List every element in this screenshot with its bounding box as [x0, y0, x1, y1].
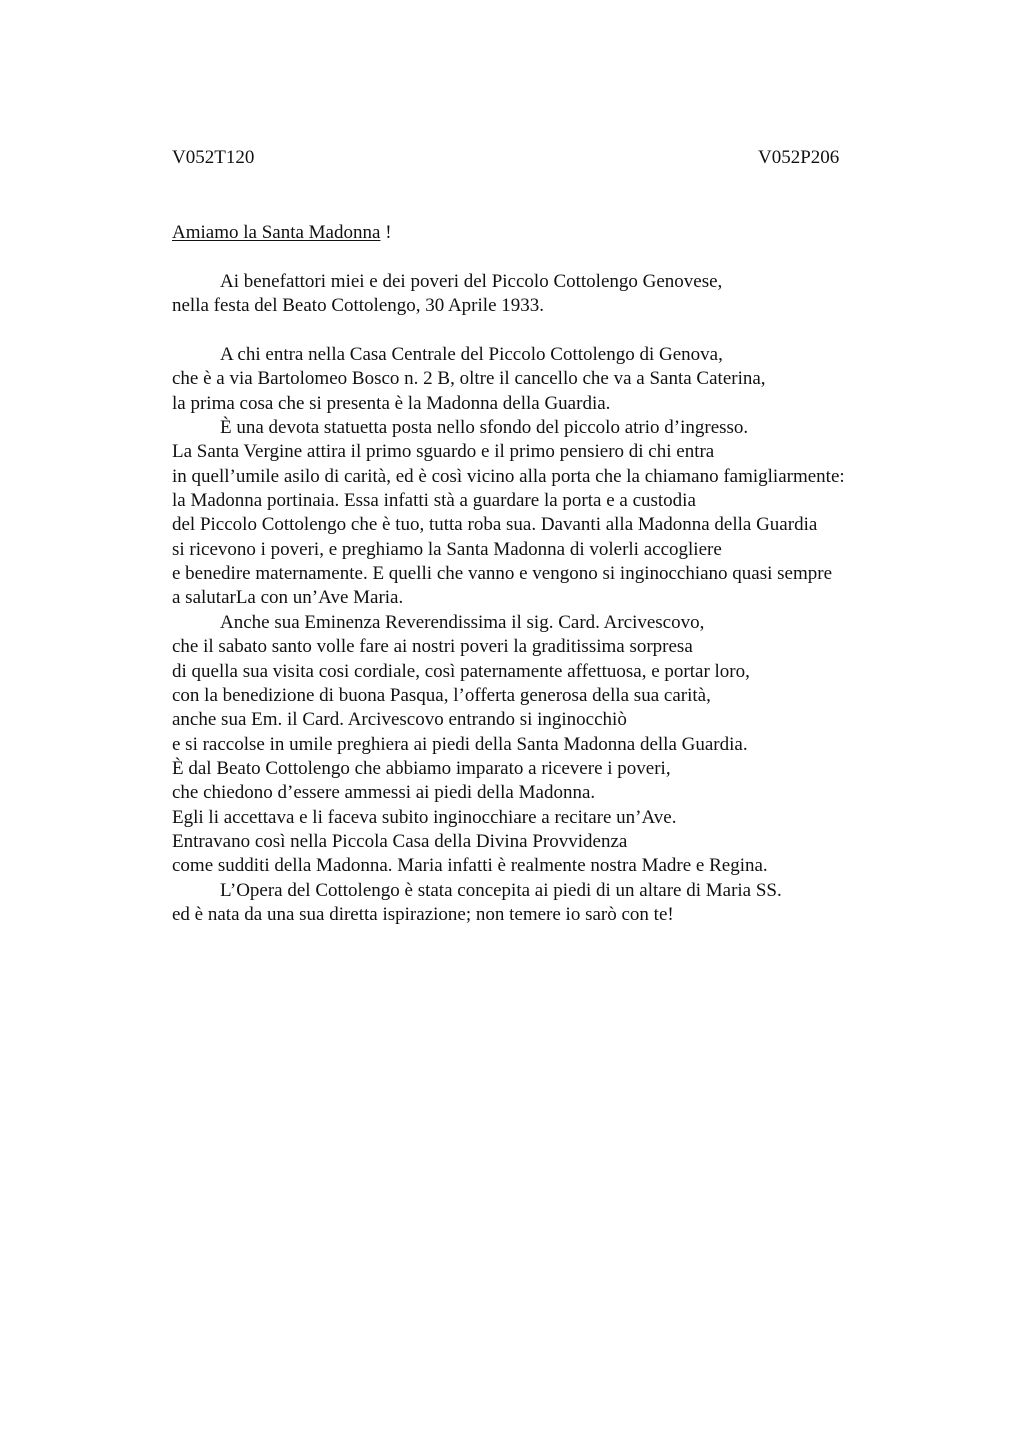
body-line: Anche sua Eminenza Reverendissima il sig. Card. Arcivescovo, [220, 611, 705, 633]
document-body [172, 270, 972, 927]
title-underlined: Amiamo la Santa Madonna [172, 222, 381, 243]
body-line: del Piccolo Cottolengo che è tuo, tutta roba sua. Davanti alla Madonna della Guardia [172, 514, 818, 536]
body-line: Entravano così nella Piccola Casa della Divina Provvidenza [172, 830, 628, 852]
body-line: L’Opera del Cottolengo è stata concepita ai piedi di un altare di Maria SS. [220, 879, 782, 901]
body-line: A chi entra nella Casa Centrale del Piccolo Cottolengo di Genova, [220, 344, 723, 366]
title-suffix: ! [380, 222, 392, 243]
body-line: con la benedizione di buona Pasqua, l’offerta generosa della sua carità, [172, 684, 711, 706]
body-line: ed è nata da una sua diretta ispirazione; non temere io sarò con te! [172, 903, 674, 925]
body-line: Egli li accettava e li faceva subito inginocchiare a recitare un’Ave. [172, 806, 677, 828]
body-line: a salutarLa con un’Ave Maria. [172, 587, 404, 609]
body-line: anche sua Em. il Card. Arcivescovo entrando si inginocchiò [172, 709, 627, 731]
body-line: che il sabato santo volle fare ai nostri poveri la graditissima sorpresa [172, 636, 693, 658]
body-line: che chiedono d’essere ammessi ai piedi della Madonna. [172, 782, 596, 804]
body-line: la Madonna portinaia. Essa infatti stà a guardare la porta e a custodia [172, 490, 696, 512]
paragraph-gap [172, 319, 972, 343]
dedication-line: nella festa del Beato Cottolengo, 30 Aprile 1933. [172, 295, 545, 317]
body-line: e benedire maternamente. E quelli che vanno e vengono si inginocchiano quasi sempre [172, 563, 833, 585]
body-line: si ricevono i poveri, e preghiamo la Santa Madonna di volerli accogliere [172, 538, 722, 560]
body-line: È dal Beato Cottolengo che abbiamo imparato a ricevere i poveri, [172, 757, 671, 779]
body-line: È una devota statuetta posta nello sfondo del piccolo atrio d’ingresso. [220, 417, 749, 439]
body-line: e si raccolse in umile preghiera ai piedi della Santa Madonna della Guardia. [172, 733, 748, 755]
body-line: come sudditi della Madonna. Maria infatti è realmente nostra Madre e Regina. [172, 855, 768, 877]
document-code-left: V052T120 [172, 147, 255, 168]
body-line: in quell’umile asilo di carità, ed è così vicino alla porta che la chiamano famigliarmente: [172, 465, 845, 487]
document-title [172, 221, 392, 245]
body-line: che è a via Bartolomeo Bosco n. 2 B, oltre il cancello che va a Santa Caterina, [172, 368, 766, 390]
body-line: di quella sua visita cosi cordiale, così paternamente affettuosa, e portar loro, [172, 660, 750, 682]
dedication-line: Ai benefattori miei e dei poveri del Piccolo Cottolengo Genovese, [220, 271, 723, 292]
document-code-right: V052P206 [758, 147, 840, 168]
body-line: La Santa Vergine attira il primo sguardo e il primo pensiero di chi entra [172, 441, 715, 463]
body-line: la prima cosa che si presenta è la Madonna della Guardia. [172, 392, 611, 414]
